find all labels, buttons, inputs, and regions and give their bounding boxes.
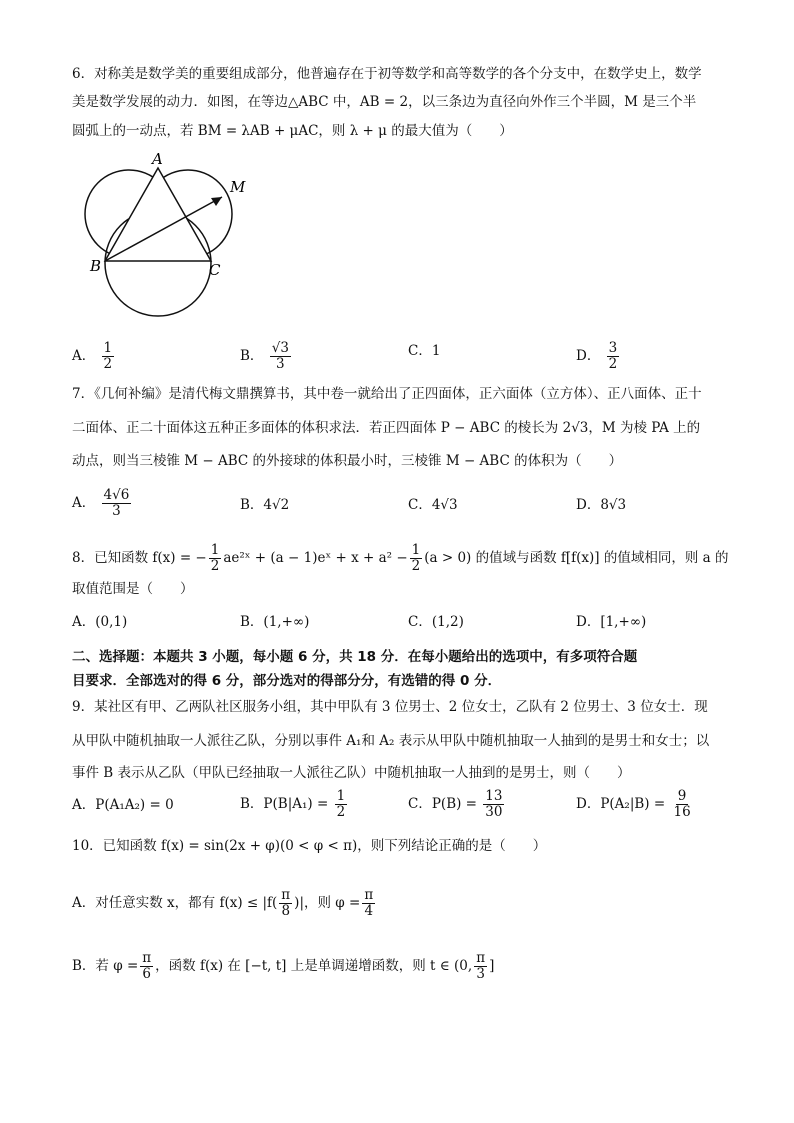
q10-option-b: B．若 φ = $\frac{\pi}{6}$ ，函数 f(x) 在 [−t, t] 上是单调递增函数，则 t ∈ (0, $\frac{\pi}{3}$ ] [72, 950, 495, 982]
q6-line-3: 圆弧上的一动点，若 BM = λAB + μAC，则 λ + μ 的最大值为（ ） [72, 123, 513, 139]
section-2-line-2: 目要求．全部选对的得 6 分，部分选对的得部分分，有选错的得 0 分． [72, 673, 502, 689]
section-2-line-1: 二、选择题：本题共 3 小题，每小题 6 分，共 18 分．在每小题给出的选项中，有多项符合题 [72, 649, 638, 665]
q9-line-3: 事件 B 表示从乙队（甲队已经抽取一人派往乙队）中随机抽取一人抽到的是男士，则（ ） [72, 765, 631, 781]
triangle-abc [105, 168, 211, 261]
q7-line-1: 7．《几何补编》是清代梅文鼎撰算书，其中卷一就给出了正四面体，正六面体（立方体）、正八面体、正十 [72, 386, 702, 402]
q9-option-c: C．P(B) = $\frac{13}{30}$ [408, 788, 503, 820]
q6-diagram [70, 150, 250, 325]
label-b: B [90, 257, 102, 275]
q6-line-2: 美是数学发展的动力．如图，在等边△ABC 中，AB = 2，以三条边为直径向外作三个半圆，M 是三个半 [72, 94, 697, 110]
label-c: C [209, 261, 221, 279]
q7-option-d: D．8√3 [576, 497, 627, 513]
q8-option-c: C．(1,2) [408, 614, 464, 630]
q9-line-2: 从甲队中随机抽取一人派往乙队，分别以事件 A₁和 A₂ 表示从甲队中随机抽取一人抽到的是男士和女士；以 [72, 733, 710, 749]
q8-line-2: 取值范围是（ ） [72, 581, 194, 597]
q6-option-d: D． $\frac{3}{2}$ [576, 340, 618, 372]
q8-option-d: D．[1,+∞) [576, 614, 647, 630]
q6-option-b: B． $\frac{√3}{3}$ [240, 340, 289, 372]
label-m: M [230, 178, 246, 196]
q7-line-3: 动点，则当三棱锥 M − ABC 的外接球的体积最小时，三棱锥 M − ABC 的体积为（ ） [72, 453, 623, 469]
q6-option-a: A． $\frac{1}{2}$ [72, 340, 113, 372]
q6-figure [70, 150, 250, 325]
q8-option-b: B．(1,+∞) [240, 614, 310, 630]
q9-option-b: B．P(B|A₁) = $\frac{1}{2}$ [240, 788, 346, 820]
q9-option-d: D．P(A₂|B) = $\frac{9}{16}$ [576, 788, 691, 820]
q7-option-c: C．4√3 [408, 497, 458, 513]
q7-option-a: A． $\frac{4√6}{3}$ [72, 487, 130, 519]
q7-option-b: B．4√2 [240, 497, 290, 513]
q10-line-1: 10．已知函数 f(x) = sin(2x + φ)(0 < φ < π)，则下列结论正确的是（ ） [72, 838, 547, 854]
q6-option-c: C．1 [408, 343, 441, 359]
q7-line-2: 二面体、正二十面体这五种正多面体的体积求法．若正四面体 P − ABC 的棱长为 2√3，M 为棱 PA 上的 [72, 420, 701, 436]
q8-option-a: A．(0,1) [72, 614, 128, 630]
q8-line-1: 8．已知函数 f(x) = − $\frac{1}{2}$ ae²ˣ + (a − 1)eˣ + x + a² − $\frac{1}{2}$ (a > 0) 的值域与函数 f[f(x)] 的值域相同，则 a 的 [72, 542, 729, 574]
q9-line-1: 9．某社区有甲、乙两队社区服务小组，其中甲队有 3 位男士、2 位女士，乙队有 2 位男士、3 位女士．现 [72, 699, 708, 715]
label-a: A [152, 150, 163, 168]
q10-option-a: A．对任意实数 x，都有 f(x) ≤ |f( $\frac{\pi}{8}$ )|，则 φ = $\frac{\pi}{4}$ [72, 887, 374, 919]
q9-option-a: A．P(A₁A₂) = 0 [72, 797, 174, 813]
q6-line-1: 6．对称美是数学美的重要组成部分，他普遍存在于初等数学和高等数学的各个分支中，在数学史上，数学 [72, 66, 702, 82]
